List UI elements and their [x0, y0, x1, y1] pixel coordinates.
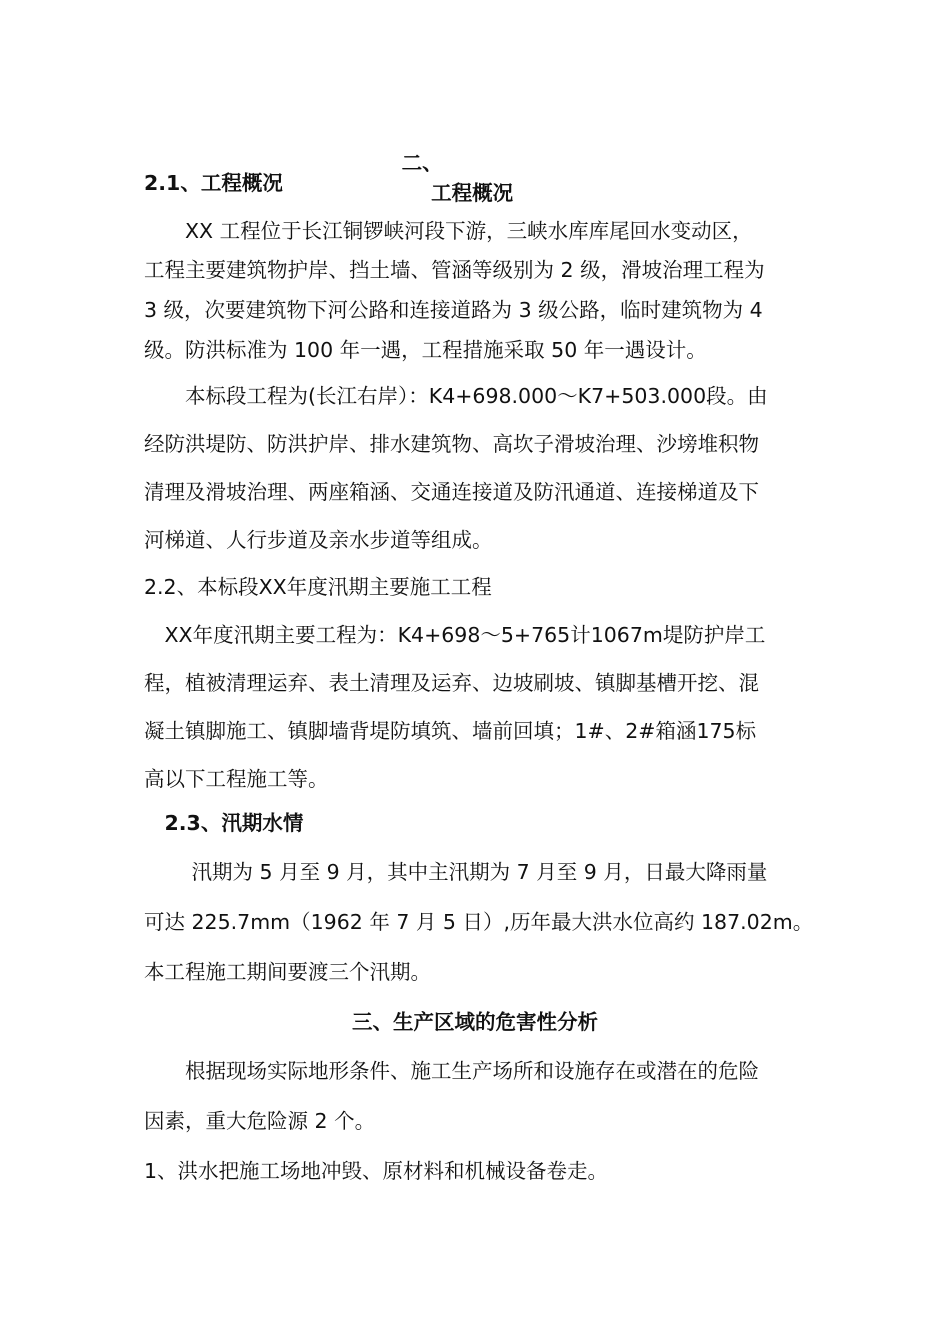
text-line: 可达 225.7mm（1962 年 7 月 5 日）,历年最大洪水位高约 187.02m。	[144, 910, 814, 934]
text-line: 级。防洪标准为 100 年一遇，工程措施采取 50 年一遇设计。	[144, 338, 707, 362]
section-heading-2	[0, 118, 950, 208]
text-line: XX 工程位于长江铜锣峡河段下游，三峡水库库尾回水变动区，	[144, 219, 753, 243]
list-item-1: 1、洪水把施工场地冲毁、原材料和机械设备卷走。	[144, 1159, 609, 1183]
subheading-2-1: 2.1、工程概况	[144, 171, 283, 195]
text-line: 本工程施工期间要渡三个汛期。	[144, 960, 431, 984]
text-line: 凝土镇脚施工、镇脚墙背堤防填筑、墙前回填；1#、2#箱涵175标	[144, 719, 757, 743]
section-heading-2-number: 二、	[401, 151, 443, 175]
subheading-2-2: 2.2、本标段XX年度汛期主要施工工程	[144, 575, 492, 599]
section-heading-3: 三、生产区域的危害性分析	[352, 1010, 598, 1034]
text-line: 汛期为 5 月至 9 月，其中主汛期为 7 月至 9 月，日最大降雨量	[144, 860, 768, 884]
text-line: 清理及滑坡治理、两座箱涵、交通连接道及防汛通道、连接梯道及下	[144, 480, 759, 504]
text-line: 程，植被清理运弃、表土清理及运弃、边坡刷坡、镇脚基槽开挖、混	[144, 671, 759, 695]
text-line: 因素，重大危险源 2 个。	[144, 1109, 376, 1133]
text-line: 经防洪堤防、防洪护岸、排水建筑物、高坎子滑坡治理、沙塝堆积物	[144, 432, 759, 456]
text-line: 3 级，次要建筑物下河公路和连接道路为 3 级公路，临时建筑物为 4	[144, 298, 763, 322]
text-line: 根据现场实际地形条件、施工生产场所和设施存在或潜在的危险	[144, 1059, 759, 1083]
section-heading-2-text: 工程概况	[431, 181, 514, 205]
subheading-2-3: 2.3、汛期水情	[144, 811, 304, 835]
text-line: XX年度汛期主要工程为：K4+698～5+765计1067m堤防护岸工	[144, 623, 766, 647]
text-line: 河梯道、人行步道及亲水步道等组成。	[144, 528, 493, 552]
text-line: 工程主要建筑物护岸、挡土墙、管涵等级别为 2 级，滑坡治理工程为	[144, 258, 765, 282]
text-line: 本标段工程为(长江右岸）：K4+698.000～K7+503.000段。由	[144, 384, 768, 408]
text-line: 高以下工程施工等。	[144, 767, 329, 791]
